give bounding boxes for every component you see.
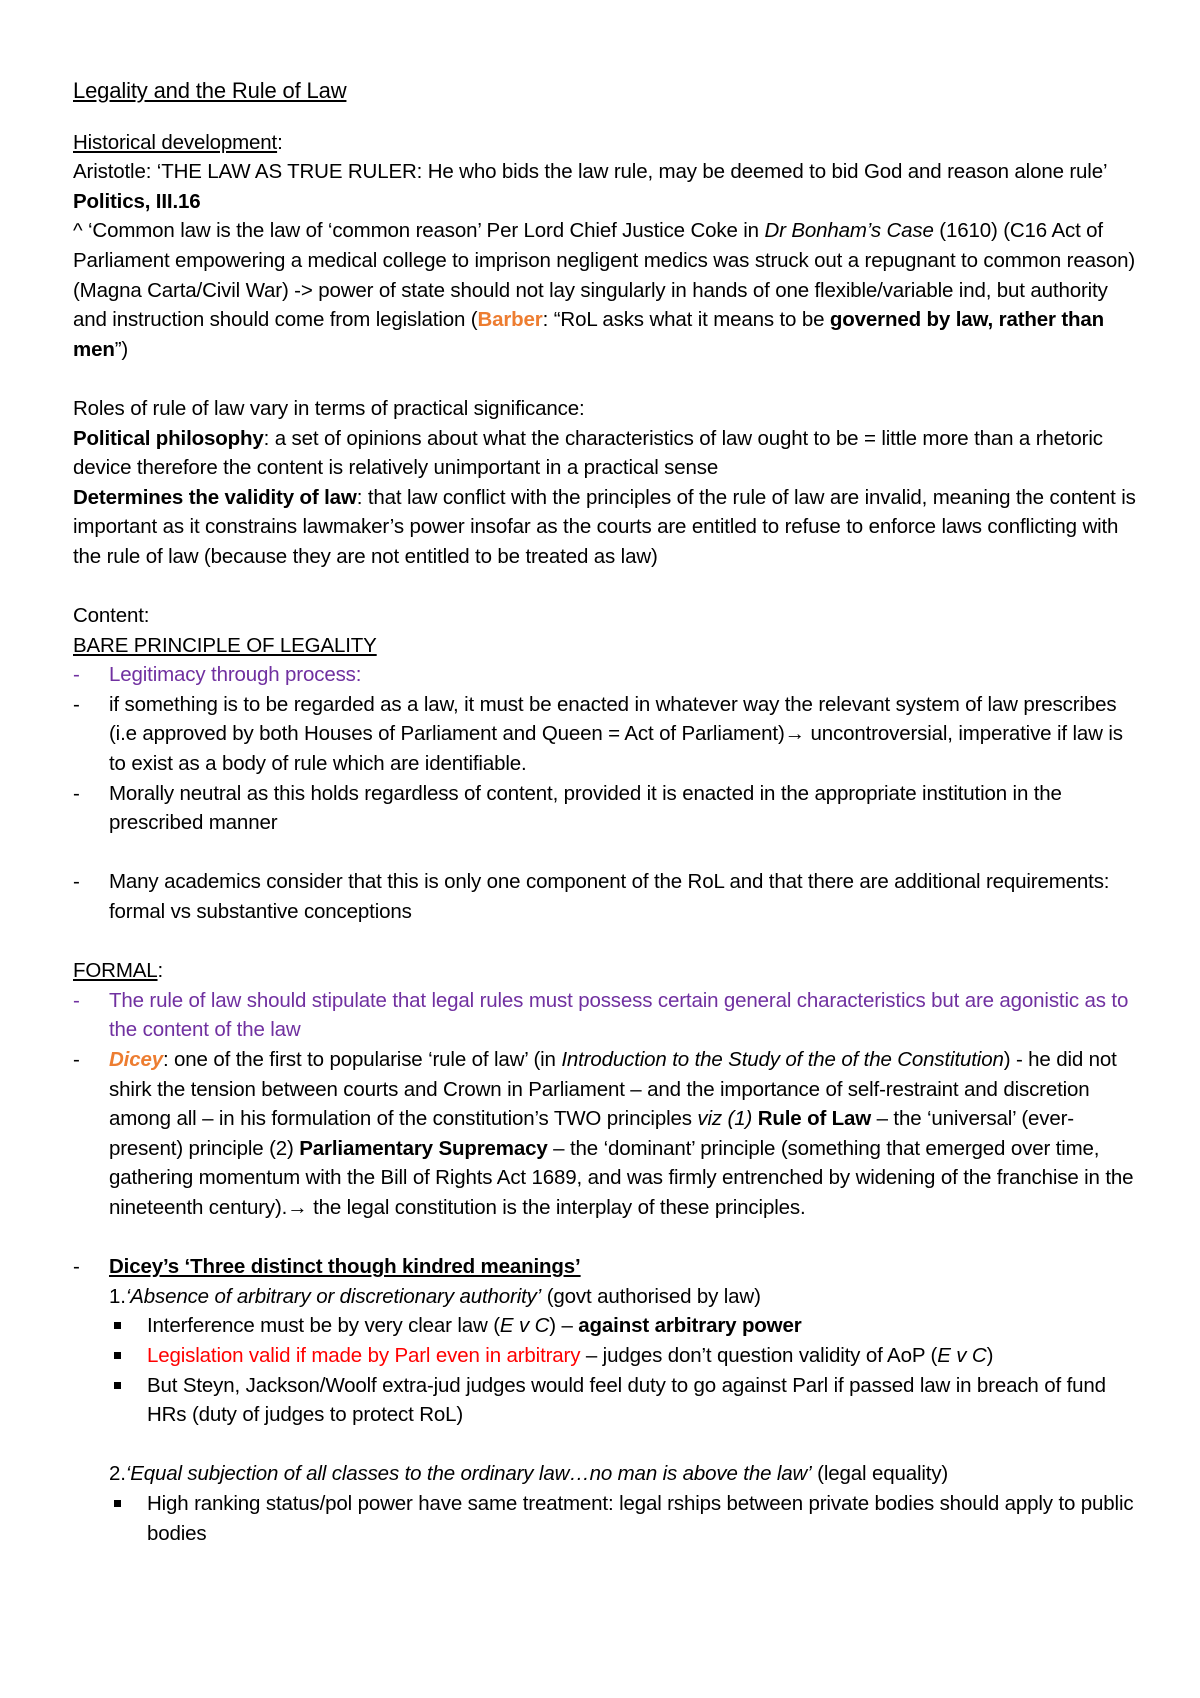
bare-principle-heading: BARE PRINCIPLE OF LEGALITY bbox=[73, 633, 377, 657]
bullet-item: Legislation valid if made by Parl even in arbitrary – judges don’t question validity of AoP (E v C) bbox=[73, 1341, 1143, 1371]
formal-heading: FORMAL: bbox=[73, 959, 164, 983]
case-name: Dr Bonham’s Case bbox=[764, 219, 934, 243]
politics-citation: Politics, III.16 bbox=[73, 189, 201, 213]
meanings-heading-item bbox=[73, 1252, 1143, 1282]
validity-paragraph: Determines the validity of law: that law conflict with the principles of the rule of law are invalid, meaning the content is important as it constrains lawmaker’s power insofar as the courts are entitled to refuse to enforce laws conflicting with the rule of law (because they are not entitled to be treated as law) bbox=[73, 485, 1136, 568]
list-item: - The rule of law should stipulate that legal rules must possess certain general characteristics but are agonistic as to the content of the law bbox=[73, 986, 1143, 1045]
content-heading: Content: bbox=[73, 604, 150, 628]
spacer bbox=[73, 838, 1143, 868]
barber-name: Barber bbox=[477, 308, 543, 332]
list-item: - Many academics consider that this is only one component of the RoL and that there are additional requirements: formal vs substantive conceptions bbox=[73, 867, 1143, 926]
list-item: - Morally neutral as this holds regardless of content, provided it is enacted in the appropriate institution in the prescribed manner bbox=[73, 779, 1143, 838]
list-item: - if something is to be regarded as a law, it must be enacted in whatever way the relevant system of law prescribes (i.e approved by both Houses of Parliament and Queen = Act of Parliament)→ uncontroversial, imperative if law is to exist as a body of rule which are identifiable. bbox=[73, 690, 1143, 779]
spacer bbox=[73, 572, 1143, 602]
dicey-paragraph: - Dicey: one of the first to popularise ‘rule of law’ (in Introduction to the Study of the of the Constitution) - he did not shirk the tension between courts and Crown in Parliament – and the importance of self-restraint and discretion among all – in his formulation of the constitution’s TWO principles viz (1) Rule of Law – the ‘universal’ (ever-present) principle (2) Parliamentary Supremacy – the ‘dominant’ principle (something that emerged over time, gathering momentum with the Bill of Rights Act 1689, and was firmly entrenched by widening of the franchise in the nineteenth century).→ the legal constitution is the interplay of these principles. bbox=[73, 1045, 1143, 1223]
bullet-item: High ranking status/pol power have same treatment: legal rships between private bodies should apply to public bodies bbox=[73, 1489, 1143, 1548]
spacer bbox=[73, 1223, 1143, 1253]
spacer bbox=[73, 1430, 1143, 1460]
spacer bbox=[73, 364, 1143, 394]
magna-carta-paragraph: (Magna Carta/Civil War) -> power of state should not lay singularly in hands of one flexible/variable ind, but authority and instruction should come from legislation (Barber: “RoL asks what it means to be governed by law, rather than men”) bbox=[73, 278, 1108, 361]
dicey-name: Dicey bbox=[109, 1048, 163, 1071]
book-title: Introduction to the Study of the of the Constitution bbox=[561, 1048, 1004, 1071]
meanings-heading: Dicey’s ‘Three distinct though kindred meanings’ bbox=[109, 1255, 581, 1279]
historical-heading: Historical development: bbox=[73, 130, 283, 154]
page-title: Legality and the Rule of Law bbox=[73, 78, 347, 103]
historical-heading-text: Historical development bbox=[73, 130, 278, 154]
list-item: - Legitimacy through process: bbox=[73, 660, 1143, 690]
roles-intro: Roles of rule of law vary in terms of practical significance: bbox=[73, 396, 585, 420]
meaning-2: 2.‘Equal subjection of all classes to the ordinary law…no man is above the law’ (legal equality) bbox=[109, 1462, 949, 1486]
meaning-1: 1.‘Absence of arbitrary or discretionary authority’ (govt authorised by law) bbox=[109, 1284, 761, 1308]
bullet-item: Interference must be by very clear law (E v C) – against arbitrary power bbox=[73, 1311, 1143, 1341]
coke-paragraph: ^ ‘Common law is the law of ‘common reason’ Per Lord Chief Justice Coke in Dr Bonham’s Case (1610) (C16 Act of Parliament empowering a medical college to imprison negligent medics was struck out a repugnant to common reason) bbox=[73, 219, 1136, 272]
aristotle-paragraph: Aristotle: ‘THE LAW AS TRUE RULER: He who bids the law rule, may be deemed to bid God and reason alone rule’ Politics, III.16 bbox=[73, 160, 1107, 213]
governed-by-law-phrase: governed by law, rather than men bbox=[73, 308, 1105, 361]
document-page bbox=[73, 76, 1143, 1548]
political-philosophy-paragraph: Political philosophy: a set of opinions about what the characteristics of law ought to be = little more than a rhetoric device therefore the content is relatively unimportant in a practical sense bbox=[73, 426, 1103, 480]
bullet-item: But Steyn, Jackson/Woolf extra-jud judges would feel duty to go against Parl if passed law in breach of fund HRs (duty of judges to protect RoL) bbox=[73, 1371, 1143, 1430]
spacer bbox=[73, 927, 1143, 957]
